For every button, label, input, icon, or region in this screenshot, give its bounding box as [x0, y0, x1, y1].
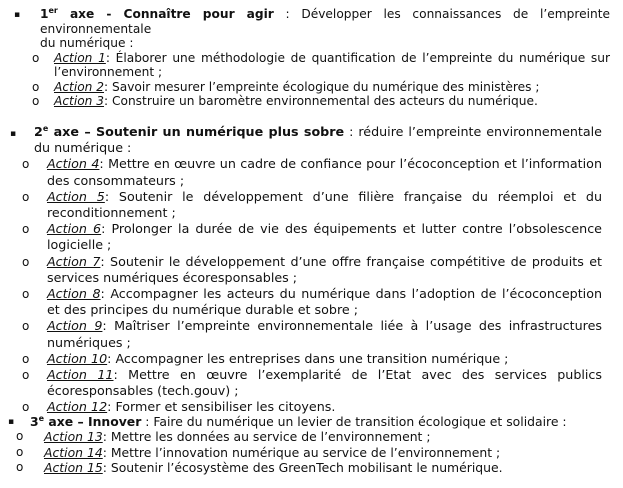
circle-bullet-icon: o [22, 222, 30, 237]
action-item [10, 286, 602, 318]
action-item [10, 351, 602, 367]
circle-bullet-icon: o [16, 460, 24, 475]
axis-title: axe - Connaître pour agir [57, 7, 274, 21]
action-item [8, 429, 600, 444]
circle-bullet-icon: o [22, 287, 30, 302]
axis-heading [14, 7, 610, 51]
action-text: : Mettre en œuvre un cadre de confiance pour l’écoconception et l’information des consommateurs ; [47, 156, 602, 188]
square-bullet-icon: ▪ [8, 417, 15, 427]
action-text: : Mettre en œuvre l’exemplarité de l’Etat avec des services publics écoresponsables (tech.gouv) ; [47, 367, 603, 399]
axis-title: axe – Soutenir un numérique plus sobre [48, 124, 345, 139]
circle-bullet-icon: o [32, 79, 40, 94]
circle-bullet-icon: o [22, 157, 30, 172]
action-label: Action 15 [44, 460, 103, 476]
axis-section-3 [8, 414, 600, 476]
axis-ordinal: er [48, 5, 58, 15]
square-bullet-icon: ▪ [10, 129, 17, 139]
action-text: : Soutenir le développement d’une filière française du réemploi et du reconditionnement ; [47, 188, 602, 221]
action-text: : Former et sensibiliser les citoyens. [107, 399, 336, 415]
axis-ordinal: e [38, 413, 45, 423]
axis-section-1 [14, 7, 610, 109]
action-item [10, 221, 602, 253]
action-label: Action 13 [44, 429, 103, 445]
action-text: : Accompagner les entreprises dans une transition numérique ; [107, 350, 509, 366]
circle-bullet-icon: o [22, 254, 30, 269]
axis-section-2 [10, 124, 602, 416]
action-text: : Prolonger la durée de vie des équipements et lutter contre l’obsolescence logicielle ; [47, 221, 602, 253]
action-item [8, 460, 600, 475]
action-label: Action 5 [47, 188, 105, 204]
action-text: : Soutenir l’écosystème des GreenTech mobilisant le numérique. [102, 460, 503, 476]
action-text: : Élaborer une méthodologie de quantification de l’empreinte du numérique sur l’environnement ; [54, 50, 610, 79]
action-item [10, 189, 602, 221]
action-label: Action 14 [44, 444, 103, 460]
action-text: : Maîtriser l’empreinte environnementale liée à l’usage des infrastructures numériques ; [47, 318, 602, 350]
action-text: : Soutenir le développement d’une offre française compétitive de produits et services numériques écoresponsables ; [47, 253, 602, 285]
action-item [10, 318, 602, 350]
action-label: Action 9 [47, 318, 103, 334]
action-item [10, 156, 602, 188]
axis-heading [10, 124, 602, 156]
action-item [10, 367, 602, 399]
circle-bullet-icon: o [22, 189, 30, 204]
axis-text [10, 124, 602, 156]
axis-number: 1 [40, 7, 49, 21]
action-label: Action 1 [54, 50, 106, 65]
axis-description: : Faire du numérique un levier de transition écologique et solidaire : [141, 414, 567, 429]
action-label: Action 10 [47, 350, 108, 366]
action-label: Action 8 [47, 286, 101, 302]
action-item [14, 94, 610, 109]
axis-ordinal: e [42, 123, 49, 133]
axis-description-continued: du numérique : [40, 36, 134, 50]
axis-number: 3 [30, 414, 39, 429]
action-text: : Savoir mesurer l’empreinte écologique du numérique des ministères ; [104, 79, 540, 94]
action-label: Action 7 [47, 253, 101, 269]
circle-bullet-icon: o [22, 368, 30, 383]
action-item [14, 51, 610, 80]
action-text: : Mettre l’innovation numérique au service de l’environnement ; [102, 444, 501, 460]
action-text: : Construire un baromètre environnemental des acteurs du numérique. [104, 94, 538, 108]
circle-bullet-icon: o [32, 50, 40, 65]
action-label: Action 12 [47, 399, 108, 415]
action-item [10, 254, 602, 286]
circle-bullet-icon: o [22, 351, 30, 366]
action-label: Action 6 [47, 221, 102, 237]
circle-bullet-icon: o [22, 400, 30, 415]
square-bullet-icon: ▪ [14, 10, 21, 20]
axis-text [8, 414, 600, 429]
action-label: Action 4 [47, 156, 100, 172]
axis-heading [8, 414, 600, 429]
action-label: Action 3 [54, 94, 105, 108]
axis-text [14, 7, 610, 51]
action-text: : Accompagner les acteurs du numérique dans l’adoption de l’écoconception et des principes du numérique durable et sobre ; [47, 286, 602, 318]
axis-number: 2 [34, 124, 43, 139]
axis-title: axe – Innover [44, 414, 142, 429]
action-label: Action 2 [54, 79, 105, 94]
action-text: : Mettre les données au service de l’environnement ; [102, 429, 431, 445]
axis-description: : Développer les connaissances de l’empreinte environnementale [40, 7, 610, 36]
action-label: Action 11 [47, 367, 114, 383]
action-item [8, 445, 600, 460]
circle-bullet-icon: o [16, 444, 24, 459]
axis-description: : réduire l’empreinte environnementale du numérique : [34, 124, 602, 156]
circle-bullet-icon: o [16, 429, 24, 444]
circle-bullet-icon: o [22, 319, 30, 334]
circle-bullet-icon: o [32, 94, 40, 108]
action-item [14, 80, 610, 95]
